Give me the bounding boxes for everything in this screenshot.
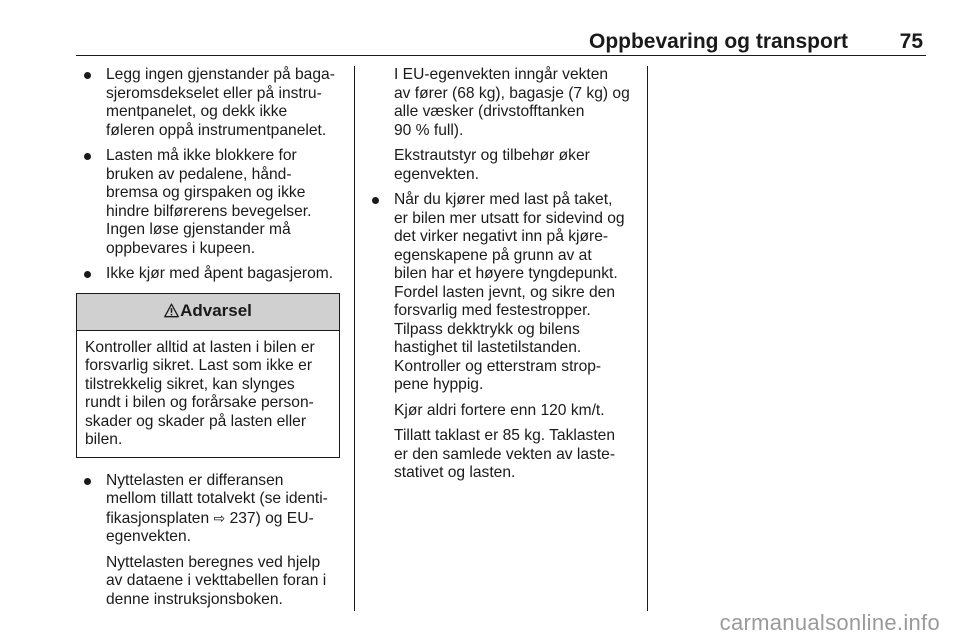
- text-line: hastighet til lastetilstanden.: [394, 339, 582, 356]
- text-line: Kjør aldri fortere enn 120 km/t.: [394, 401, 605, 419]
- text-line: [106, 509, 340, 529]
- text-line: av fører (68 kg), bagasje (7 kg) og: [394, 84, 630, 102]
- bullet-item: [76, 472, 340, 547]
- paragraph: [394, 402, 640, 421]
- bullet-item: [76, 66, 340, 140]
- bullet-item: [76, 147, 340, 258]
- text-line: hindre bilførerens bevegelser.: [106, 202, 312, 220]
- text-line: bilen har et høyere tyngdepunkt.: [394, 265, 618, 282]
- text-line: egenvekten.: [394, 165, 479, 183]
- header-rule: [76, 55, 926, 56]
- text-line: mellom tillatt totalvekt (se identi-: [106, 490, 328, 507]
- text-line: stativet og lasten.: [394, 464, 516, 481]
- text-line: bremsa og girspaken og ikke: [106, 184, 306, 201]
- text-line: forsvarlig sikret. Last som ikke er: [85, 357, 313, 374]
- text-line: rundt i bilen og forårsake person-: [85, 394, 314, 411]
- text-line: sjeromsdekselet eller på instru-: [106, 84, 322, 102]
- warning-title: Advarsel: [180, 301, 252, 321]
- text-line: bruken av pedalene, hånd-: [106, 165, 292, 183]
- warning-body: [77, 331, 339, 457]
- text-line: er bilen mer utsatt for sidevind og: [394, 209, 625, 227]
- text-line: Kontroller alltid at lasten i bilen er: [85, 338, 315, 356]
- text-line: 90 % full).: [394, 121, 464, 139]
- text-line: oppbevares i kupeen.: [106, 239, 256, 257]
- bullet-item: [76, 265, 340, 284]
- text-line: føleren oppå instrumentpanelet.: [106, 121, 327, 139]
- warning-triangle-icon: [164, 303, 179, 318]
- text-line: Når du kjører med last på taket,: [394, 191, 613, 208]
- bullet-dot: [84, 478, 91, 485]
- text-line: egenvekten.: [106, 528, 191, 545]
- page-header-title: Oppbevaring og transport: [588, 30, 848, 53]
- text-line: forsvarlig med festestropper.: [394, 302, 591, 319]
- text-fragment: 237) og EU-: [225, 509, 314, 527]
- page-number: 75: [899, 30, 923, 53]
- bullet-dot: [84, 153, 91, 160]
- text-line: egenskapene på grunn av at: [394, 246, 592, 264]
- paragraph: [394, 66, 640, 140]
- paragraph: [76, 554, 340, 610]
- text-line: er den samlede vekten av laste-: [394, 445, 616, 463]
- text-line: Nyttelasten er differansen: [106, 471, 284, 489]
- text-line: av dataene i vekttabellen foran i: [106, 572, 327, 589]
- warning-box: [76, 293, 340, 458]
- paragraph: [394, 147, 640, 184]
- text-line: mentpanelet, og dekk ikke: [106, 103, 288, 120]
- text-line: tilstrekkelig sikret, kan slynges: [85, 375, 295, 393]
- left-column: [76, 66, 340, 616]
- text-fragment: fikasjonsplaten: [106, 509, 214, 527]
- warning-header: [77, 294, 339, 331]
- text-line: Lasten må ikke blokkere for: [106, 147, 297, 164]
- column-divider-right: [647, 66, 648, 611]
- text-line: denne instruksjonsboken.: [106, 590, 283, 608]
- text-line: Ingen løse gjenstander må: [106, 221, 291, 238]
- bullet-dot: [84, 72, 91, 79]
- text-line: Tilpass dekktrykk og bilens: [394, 320, 580, 338]
- bullet-dot: [84, 271, 91, 278]
- text-line: Kontroller og etterstram strop-: [394, 357, 602, 375]
- text-line: pene hyppig.: [394, 376, 484, 393]
- text-line: Tillatt taklast er 85 kg. Taklasten: [394, 427, 616, 444]
- column-divider-left: [354, 66, 355, 611]
- text-line: Ikke kjør med åpent bagasjerom.: [106, 265, 334, 282]
- text-line: skader og skader på lasten eller: [85, 412, 307, 430]
- watermark: carmanualsonline.info: [719, 610, 940, 635]
- bullet-item: [364, 191, 640, 395]
- bullet-dot: [372, 197, 379, 204]
- paragraph: [394, 427, 640, 483]
- text-line: bilen.: [85, 431, 123, 448]
- right-column: [394, 66, 640, 490]
- text-line: I EU-egenvekten inngår vekten: [394, 66, 609, 83]
- text-line: Legg ingen gjenstander på baga-: [106, 66, 335, 83]
- page-reference-arrow-icon: ⇨: [213, 509, 226, 526]
- text-line: Nyttelasten beregnes ved hjelp: [106, 553, 321, 571]
- text-line: det virker negativt inn på kjøre-: [394, 228, 609, 245]
- text-line: Fordel lasten jevnt, og sikre den: [394, 283, 616, 301]
- text-line: Ekstrautstyr og tilbehør øker: [394, 147, 590, 164]
- text-line: alle væsker (drivstofftanken: [394, 103, 585, 120]
